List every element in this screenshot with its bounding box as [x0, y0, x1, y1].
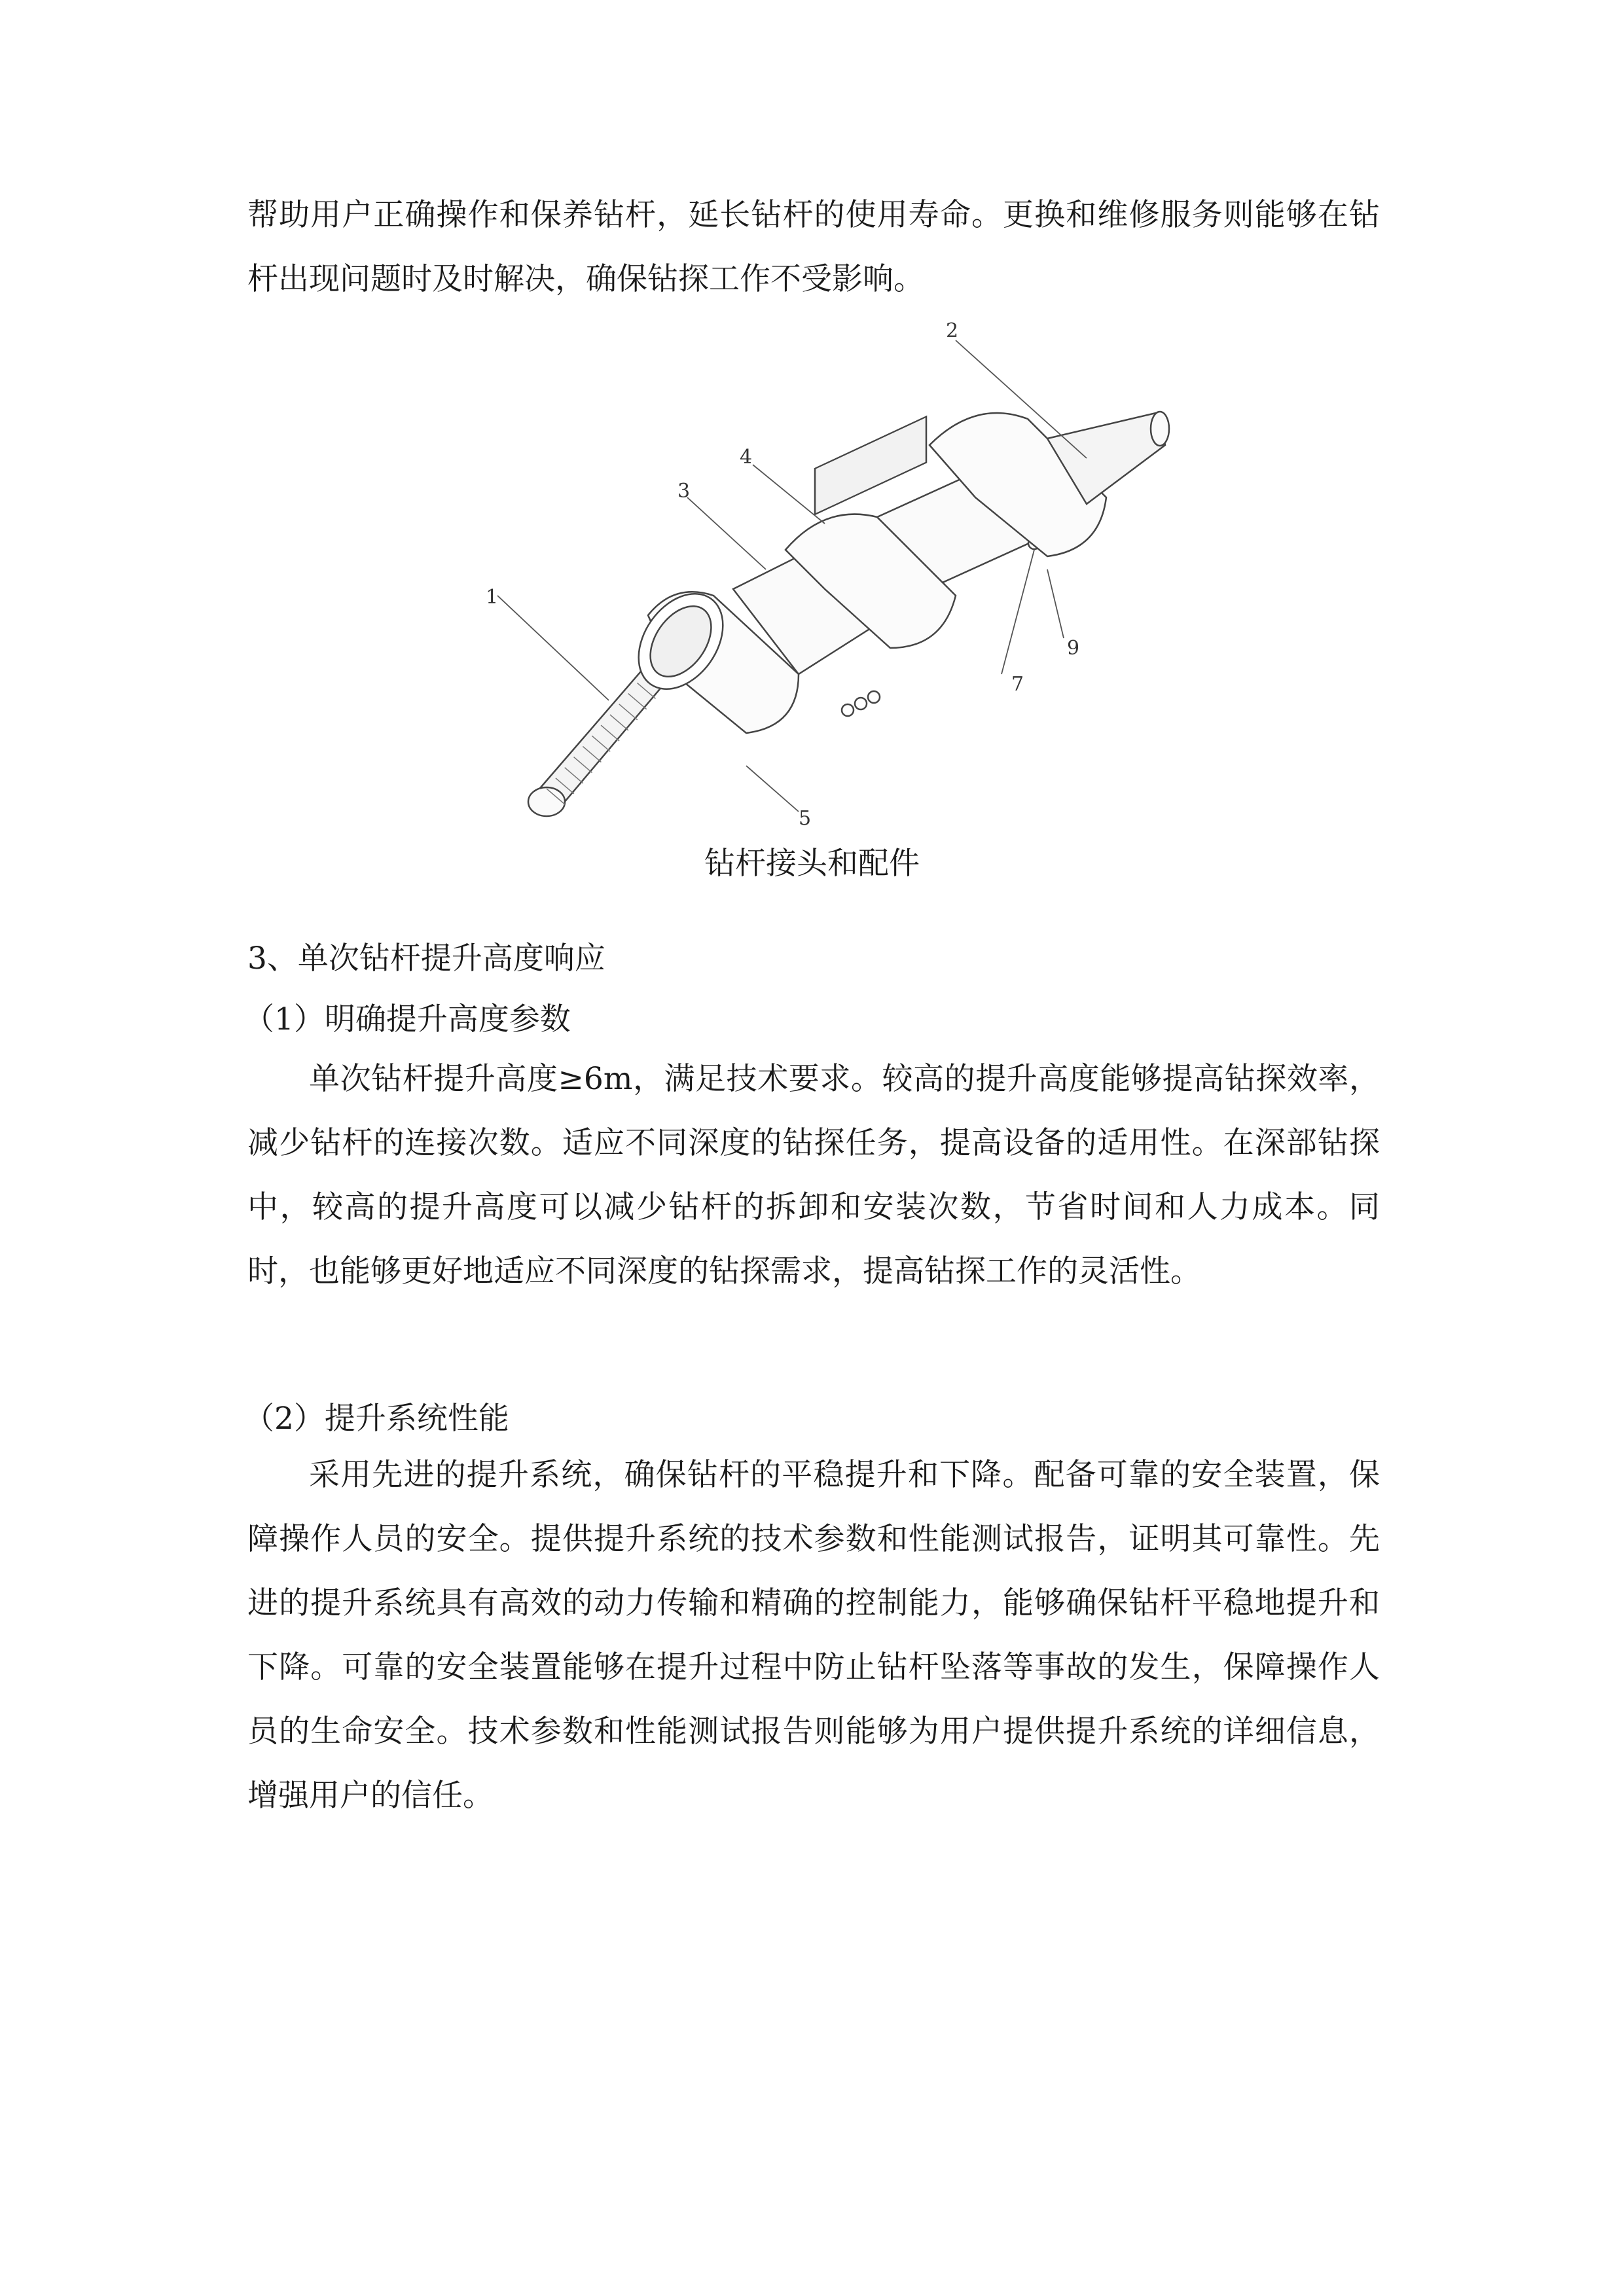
- subsection-1-body: 单次钻杆提升高度≥6m，满足技术要求。较高的提升高度能够提高钻探效率，减少钻杆的连接次数。适应不同深度的钻探任务，提高设备的适用性。在深部钻探中，较高的提升高度可以减少钻杆的拆卸和安装次数，节省时间和人力成本。同时，也能够更好地适应不同深度的钻探需求，提高钻探工作的灵活性。: [247, 1061, 1380, 1289]
- section-title: 3、单次钻杆提升高度响应: [247, 941, 605, 977]
- figure-caption: 钻杆接头和配件: [704, 846, 920, 882]
- intro-paragraph: 帮助用户正确操作和保养钻杆，延长钻杆的使用寿命。更换和维修服务则能够在钻杆出现问题时及时解决，确保钻探工作不受影响。: [247, 197, 1380, 297]
- callout-9: 9: [1067, 637, 1080, 660]
- callout-4: 4: [740, 446, 753, 469]
- drill-rod-joint-illustration: [458, 308, 1191, 831]
- callout-2: 2: [946, 319, 959, 342]
- callout-1: 1: [486, 586, 499, 609]
- drill-rod-joint-figure: [458, 308, 1191, 831]
- callout-7: 7: [1011, 673, 1024, 696]
- callout-5: 5: [799, 807, 812, 830]
- callout-3: 3: [677, 480, 691, 503]
- subsection-2-body: 采用先进的提升系统，确保钻杆的平稳提升和下降。配备可靠的安全装置，保障操作人员的安全。提供提升系统的技术参数和性能测试报告，证明其可靠性。先进的提升系统具有高效的动力传输和精确的控制能力，能够确保钻杆平稳地提升和下降。可靠的安全装置能够在提升过程中防止钻杆坠落等事故的发生，保障操作人员的生命安全。技术参数和性能测试报告则能够为用户提供提升系统的详细信息，增强用户的信任。: [247, 1457, 1380, 1814]
- subsection-2-title: （2）提升系统性能: [244, 1401, 509, 1437]
- subsection-1-title: （1）明确提升高度参数: [244, 1001, 571, 1037]
